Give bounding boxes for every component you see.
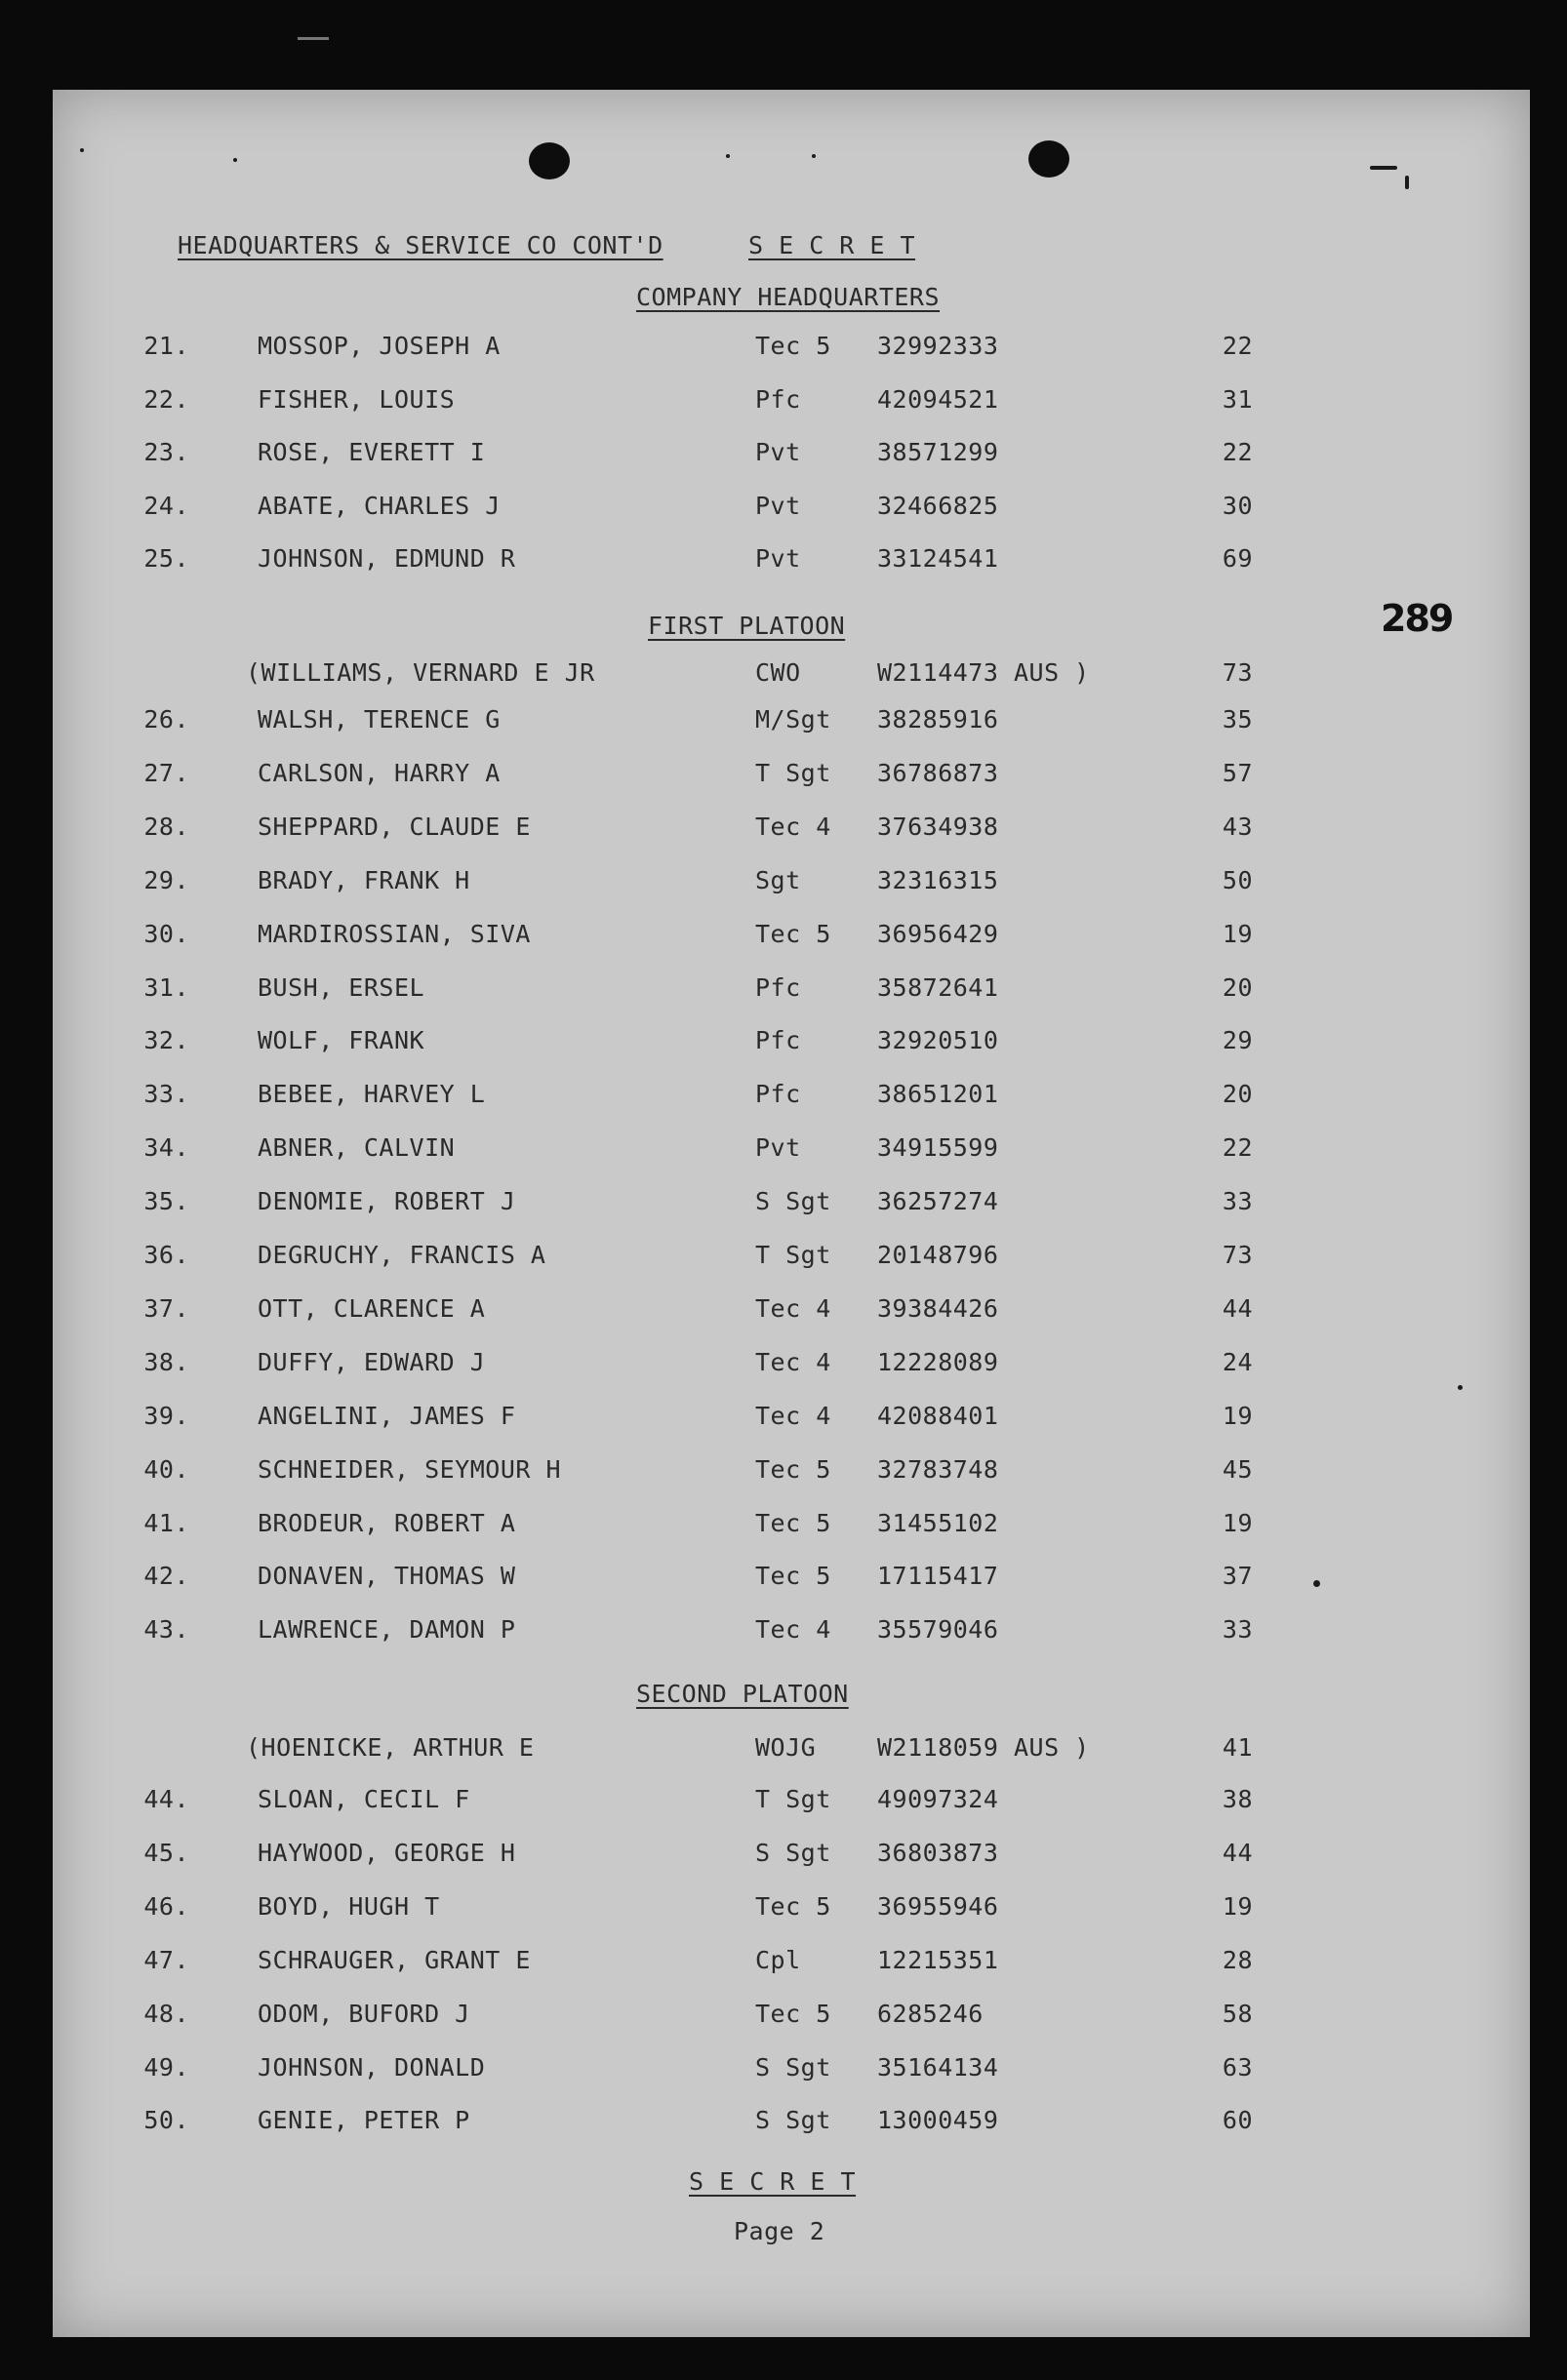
row-serial: 32316315 <box>877 866 999 894</box>
row-number: 31. <box>143 973 189 1002</box>
row-number: 45. <box>143 1839 189 1867</box>
punch-hole-right <box>1028 140 1069 178</box>
row-serial: 36257274 <box>877 1187 999 1215</box>
row-value: 69 <box>1222 544 1253 573</box>
row-rank: Pfc <box>755 973 801 1002</box>
row-number: 25. <box>143 544 189 573</box>
row-number: 37. <box>143 1294 189 1323</box>
row-rank: Pfc <box>755 385 801 414</box>
ink-speck <box>1458 1385 1463 1390</box>
row-serial: 35872641 <box>877 973 999 1002</box>
row-serial: 20148796 <box>877 1241 999 1269</box>
row-rank: S Sgt <box>755 1839 831 1867</box>
punch-hole-left <box>529 142 570 179</box>
page-number: Page 2 <box>734 2217 825 2245</box>
row-value: 58 <box>1222 2000 1253 2028</box>
row-rank: Pfc <box>755 1080 801 1108</box>
ink-speck <box>812 154 816 158</box>
row-value: 63 <box>1222 2053 1253 2082</box>
row-number: 40. <box>143 1455 189 1484</box>
classification-footer: S E C R E T <box>689 2167 857 2196</box>
officer-serial: W2118059 AUS ) <box>877 1733 1090 1762</box>
row-rank: Pfc <box>755 1026 801 1054</box>
row-serial: 32783748 <box>877 1455 999 1484</box>
row-serial: 17115417 <box>877 1562 999 1590</box>
row-name: OTT, CLARENCE A <box>258 1294 486 1323</box>
row-rank: Pvt <box>755 438 801 466</box>
row-value: 38 <box>1222 1785 1253 1813</box>
row-rank: S Sgt <box>755 2106 831 2134</box>
officer-name: (HOENICKE, ARTHUR E <box>246 1733 535 1762</box>
row-name: CARLSON, HARRY A <box>258 759 501 787</box>
row-rank: Pvt <box>755 492 801 520</box>
section-title: COMPANY HEADQUARTERS <box>636 283 941 311</box>
row-serial: 42094521 <box>877 385 999 414</box>
row-serial: 38651201 <box>877 1080 999 1108</box>
ink-speck <box>1405 176 1409 189</box>
row-number: 22. <box>143 385 189 414</box>
row-serial: 12228089 <box>877 1348 999 1376</box>
row-serial: 35579046 <box>877 1615 999 1644</box>
row-serial: 39384426 <box>877 1294 999 1323</box>
row-name: JOHNSON, EDMUND R <box>258 544 516 573</box>
row-number: 23. <box>143 438 189 466</box>
officer-rank: WOJG <box>755 1733 817 1762</box>
row-serial: 36803873 <box>877 1839 999 1867</box>
row-serial: 12215351 <box>877 1946 999 1974</box>
row-name: MARDIROSSIAN, SIVA <box>258 920 531 948</box>
row-value: 73 <box>1222 1241 1253 1269</box>
row-rank: Tec 4 <box>755 1615 831 1644</box>
row-serial: 37634938 <box>877 813 999 841</box>
row-value: 19 <box>1222 1892 1253 1921</box>
row-value: 20 <box>1222 973 1253 1002</box>
film-edge-mark <box>298 37 329 40</box>
row-number: 49. <box>143 2053 189 2082</box>
officer-serial: W2114473 AUS ) <box>877 658 1090 687</box>
row-number: 36. <box>143 1241 189 1269</box>
row-name: SHEPPARD, CLAUDE E <box>258 813 531 841</box>
row-name: FISHER, LOUIS <box>258 385 456 414</box>
row-rank: Tec 5 <box>755 1509 831 1537</box>
row-number: 21. <box>143 332 189 360</box>
row-rank: M/Sgt <box>755 705 831 734</box>
row-number: 24. <box>143 492 189 520</box>
row-serial: 36955946 <box>877 1892 999 1921</box>
row-number: 26. <box>143 705 189 734</box>
row-value: 31 <box>1222 385 1253 414</box>
section-title: FIRST PLATOON <box>648 612 846 640</box>
row-rank: Tec 5 <box>755 920 831 948</box>
row-value: 22 <box>1222 438 1253 466</box>
row-name: ABNER, CALVIN <box>258 1133 456 1162</box>
row-number: 46. <box>143 1892 189 1921</box>
row-value: 57 <box>1222 759 1253 787</box>
row-value: 24 <box>1222 1348 1253 1376</box>
row-value: 44 <box>1222 1294 1253 1323</box>
row-value: 43 <box>1222 813 1253 841</box>
section-title: SECOND PLATOON <box>636 1680 849 1708</box>
row-name: JOHNSON, DONALD <box>258 2053 486 2082</box>
row-rank: Tec 5 <box>755 1455 831 1484</box>
page-stamp-number: 289 <box>1381 597 1453 640</box>
row-serial: 36786873 <box>877 759 999 787</box>
row-rank: S Sgt <box>755 2053 831 2082</box>
row-name: ROSE, EVERETT I <box>258 438 486 466</box>
row-name: DENOMIE, ROBERT J <box>258 1187 516 1215</box>
row-value: 22 <box>1222 332 1253 360</box>
row-serial: 35164134 <box>877 2053 999 2082</box>
row-value: 22 <box>1222 1133 1253 1162</box>
document-page <box>53 90 1530 2337</box>
row-name: MOSSOP, JOSEPH A <box>258 332 501 360</box>
row-rank: T Sgt <box>755 1241 831 1269</box>
officer-value: 41 <box>1222 1733 1253 1762</box>
row-rank: Tec 5 <box>755 1892 831 1921</box>
row-rank: Tec 4 <box>755 1402 831 1430</box>
row-name: GENIE, PETER P <box>258 2106 470 2134</box>
row-number: 41. <box>143 1509 189 1537</box>
row-serial: 32466825 <box>877 492 999 520</box>
row-serial: 42088401 <box>877 1402 999 1430</box>
row-rank: T Sgt <box>755 1785 831 1813</box>
ink-speck <box>1313 1580 1320 1587</box>
row-value: 37 <box>1222 1562 1253 1590</box>
row-name: DEGRUCHY, FRANCIS A <box>258 1241 546 1269</box>
ink-speck <box>80 148 84 152</box>
row-rank: Tec 5 <box>755 2000 831 2028</box>
row-rank: Tec 4 <box>755 1348 831 1376</box>
ink-speck <box>233 158 237 162</box>
row-name: SCHNEIDER, SEYMOUR H <box>258 1455 562 1484</box>
row-number: 29. <box>143 866 189 894</box>
row-number: 38. <box>143 1348 189 1376</box>
row-number: 43. <box>143 1615 189 1644</box>
ink-speck <box>726 154 730 158</box>
row-rank: T Sgt <box>755 759 831 787</box>
row-name: LAWRENCE, DAMON P <box>258 1615 516 1644</box>
row-name: ANGELINI, JAMES F <box>258 1402 516 1430</box>
row-number: 35. <box>143 1187 189 1215</box>
row-value: 45 <box>1222 1455 1253 1484</box>
row-number: 28. <box>143 813 189 841</box>
row-name: SCHRAUGER, GRANT E <box>258 1946 531 1974</box>
row-number: 27. <box>143 759 189 787</box>
row-rank: Tec 4 <box>755 1294 831 1323</box>
row-serial: 13000459 <box>877 2106 999 2134</box>
row-number: 47. <box>143 1946 189 1974</box>
row-value: 44 <box>1222 1839 1253 1867</box>
row-name: BUSH, ERSEL <box>258 973 425 1002</box>
row-name: ODOM, BUFORD J <box>258 2000 470 2028</box>
row-serial: 31455102 <box>877 1509 999 1537</box>
row-number: 42. <box>143 1562 189 1590</box>
row-serial: 33124541 <box>877 544 999 573</box>
officer-value: 73 <box>1222 658 1253 687</box>
row-value: 19 <box>1222 1402 1253 1430</box>
row-serial: 49097324 <box>877 1785 999 1813</box>
row-rank: Sgt <box>755 866 801 894</box>
row-value: 33 <box>1222 1187 1253 1215</box>
row-value: 60 <box>1222 2106 1253 2134</box>
row-rank: Cpl <box>755 1946 801 1974</box>
unit-header: HEADQUARTERS & SERVICE CO CONT'D <box>178 231 663 259</box>
row-value: 35 <box>1222 705 1253 734</box>
row-value: 28 <box>1222 1946 1253 1974</box>
row-number: 30. <box>143 920 189 948</box>
row-serial: 6285246 <box>877 2000 984 2028</box>
row-rank: Tec 5 <box>755 1562 831 1590</box>
row-name: DUFFY, EDWARD J <box>258 1348 486 1376</box>
row-number: 34. <box>143 1133 189 1162</box>
classification-header: S E C R E T <box>748 231 916 259</box>
row-value: 50 <box>1222 866 1253 894</box>
row-value: 19 <box>1222 1509 1253 1537</box>
row-serial: 36956429 <box>877 920 999 948</box>
row-number: 48. <box>143 2000 189 2028</box>
row-rank: Pvt <box>755 544 801 573</box>
row-number: 44. <box>143 1785 189 1813</box>
row-value: 20 <box>1222 1080 1253 1108</box>
row-name: BRADY, FRANK H <box>258 866 470 894</box>
row-name: WOLF, FRANK <box>258 1026 425 1054</box>
row-name: BRODEUR, ROBERT A <box>258 1509 516 1537</box>
row-value: 30 <box>1222 492 1253 520</box>
row-serial: 38285916 <box>877 705 999 734</box>
row-serial: 34915599 <box>877 1133 999 1162</box>
row-name: ABATE, CHARLES J <box>258 492 501 520</box>
row-number: 39. <box>143 1402 189 1430</box>
row-serial: 32920510 <box>877 1026 999 1054</box>
row-name: SLOAN, CECIL F <box>258 1785 470 1813</box>
row-serial: 38571299 <box>877 438 999 466</box>
row-name: BEBEE, HARVEY L <box>258 1080 486 1108</box>
row-rank: Pvt <box>755 1133 801 1162</box>
officer-name: (WILLIAMS, VERNARD E JR <box>246 658 595 687</box>
ink-speck <box>1370 166 1397 170</box>
row-name: DONAVEN, THOMAS W <box>258 1562 516 1590</box>
row-name: WALSH, TERENCE G <box>258 705 501 734</box>
row-number: 33. <box>143 1080 189 1108</box>
row-rank: Tec 4 <box>755 813 831 841</box>
row-name: BOYD, HUGH T <box>258 1892 440 1921</box>
row-rank: Tec 5 <box>755 332 831 360</box>
row-rank: S Sgt <box>755 1187 831 1215</box>
officer-rank: CWO <box>755 658 801 687</box>
row-number: 32. <box>143 1026 189 1054</box>
row-name: HAYWOOD, GEORGE H <box>258 1839 516 1867</box>
row-value: 33 <box>1222 1615 1253 1644</box>
row-value: 19 <box>1222 920 1253 948</box>
row-number: 50. <box>143 2106 189 2134</box>
row-serial: 32992333 <box>877 332 999 360</box>
row-value: 29 <box>1222 1026 1253 1054</box>
